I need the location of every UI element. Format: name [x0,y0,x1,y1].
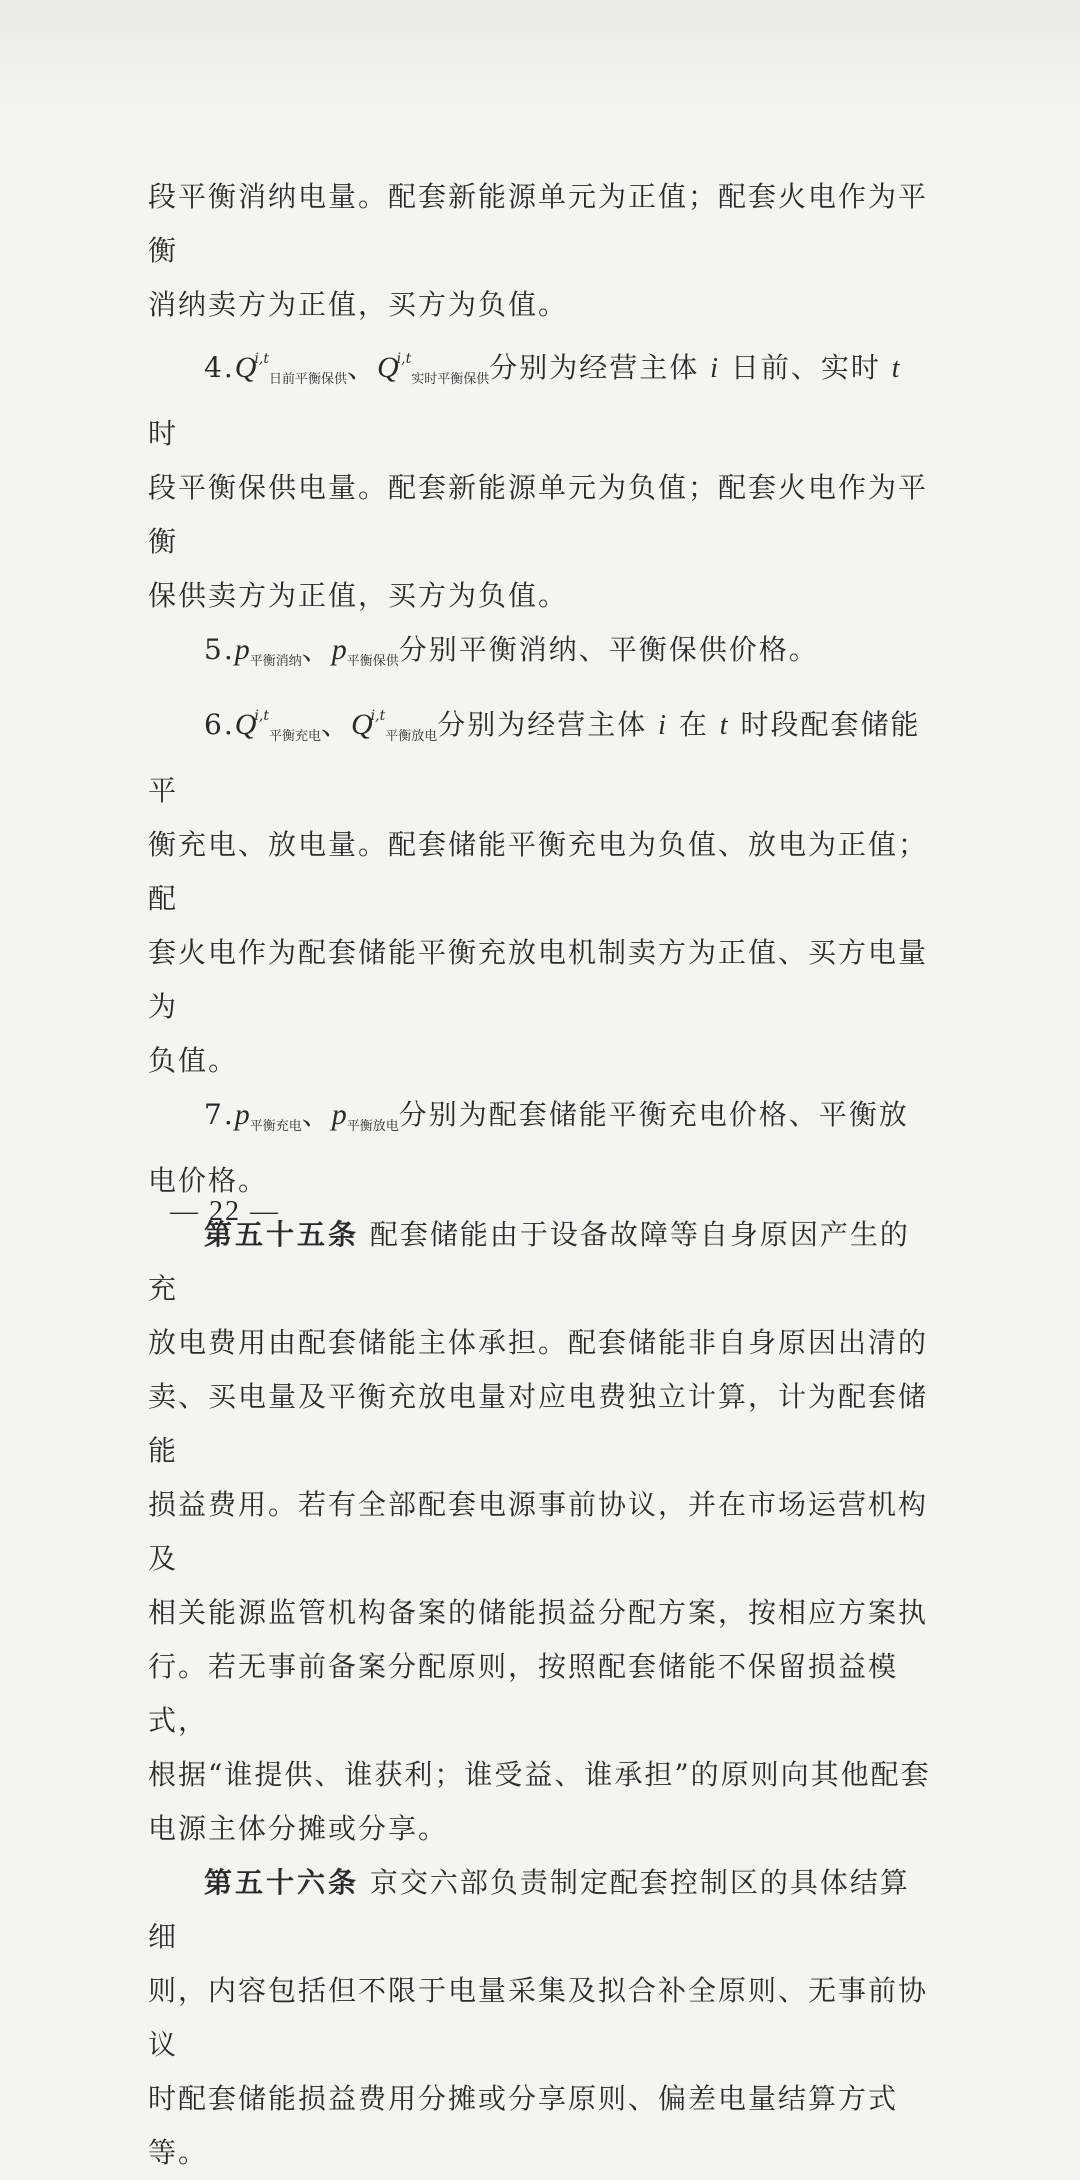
item-number: 7. [204,1098,235,1131]
article-title: 第五十六条 [204,1866,360,1899]
separator: 、 [320,708,351,741]
subscript: 实时平衡保供 [411,372,490,387]
symbol-q: Q [234,708,257,741]
variable-i: i [710,353,720,384]
document-body [148,170,938,2180]
item-number: 6. [204,708,235,741]
symbol-q: Q [234,351,257,384]
text-line: 相关能源监管机构备案的储能损益分配方案，按相应方案执 [148,1596,929,1629]
text-line: 段平衡消纳电量。配套新能源单元为正值；配套火电作为平衡 [148,180,929,267]
superscript: i,t [254,708,269,724]
page-number: — 22 — [170,1196,280,1227]
item-7 [148,1088,938,1154]
text-line: 保供卖方为正值，买方为负值。 [148,579,569,612]
item-number: 4. [204,351,235,384]
text-line: 消纳卖方为正值，买方为负值。 [148,288,569,321]
text-line: 电价格。 [148,1164,269,1197]
symbol-q: Q [350,708,373,741]
text: 在 [678,708,709,741]
item-4 [148,332,938,461]
text-line: 负值。 [148,1044,239,1077]
text-line: 套火电作为配套储能平衡充放电机制卖方为正值、买方电量为 [148,936,929,1023]
text-line: 损益费用。若有全部配套电源事前协议，并在市场运营机构及 [148,1488,929,1575]
subscript: 平衡保供 [346,654,399,669]
text-line: 行。若无事前备案分配原则，按照配套储能不保留损益模式， [148,1650,899,1737]
text: 时 [148,417,179,450]
text-line: 根据“谁提供、谁获利；谁受益、谁承担”的原则向其他配套 [148,1758,931,1791]
separator: 、 [301,633,332,666]
subscript: 平衡消纳 [249,654,302,669]
text: 分别为经营主体 [489,351,700,384]
superscript: i,t [396,351,412,367]
subscript: 日前平衡保供 [268,372,347,387]
text-line: 放电费用由配套储能主体承担。配套储能非自身原因出清的 [148,1326,929,1359]
symbol-p: p [234,1098,250,1131]
subscript: 平衡充电 [249,1119,302,1134]
variable-i: i [658,710,668,741]
text: 分别为配套储能平衡充电价格、平衡放 [398,1098,909,1131]
variable-t: t [891,353,902,384]
superscript: i,t [254,351,269,367]
superscript: i,t [370,708,386,724]
subscript: 平衡放电 [346,1119,399,1134]
item-number: 5. [204,633,235,666]
text-line: 时配套储能损益费用分摊或分享原则、偏差电量结算方式等。 [148,2082,899,2169]
separator: 、 [301,1098,332,1131]
symbol-p: p [234,633,250,666]
article-56 [148,1856,938,1964]
article-title: 第五十五条 [204,1218,360,1251]
subscript: 平衡充电 [268,729,321,744]
text-line: 衡充电、放电量。配套储能平衡充电为负值、放电为正值；配 [148,828,929,915]
text-line: 卖、买电量及平衡充放电量对应电费独立计算，计为配套储能 [148,1380,929,1467]
text: 日前、实时 [730,351,881,384]
text: 京交六部负责制定配套控制区的具体结算细 [148,1866,910,1953]
text-line: 段平衡保供电量。配套新能源单元为负值；配套火电作为平衡 [148,471,929,558]
text: 时段配套储能平 [148,708,921,807]
text-line: 电源主体分摊或分享。 [148,1812,449,1845]
text: 分别平衡消纳、平衡保供价格。 [398,633,819,666]
scan-edge [0,0,1080,120]
symbol-p: p [331,1098,347,1131]
text: 分别为经营主体 [437,708,648,741]
subscript: 平衡放电 [385,729,438,744]
symbol-p: p [331,633,347,666]
text: 配套储能由于设备故障等自身原因产生的充 [148,1218,910,1305]
symbol-q: Q [376,351,399,384]
item-5 [148,623,938,689]
item-6 [148,689,938,818]
text-line: 则，内容包括但不限于电量采集及拟合补全原则、无事前协议 [148,1974,929,2061]
variable-t: t [719,710,730,741]
separator: 、 [346,351,377,384]
